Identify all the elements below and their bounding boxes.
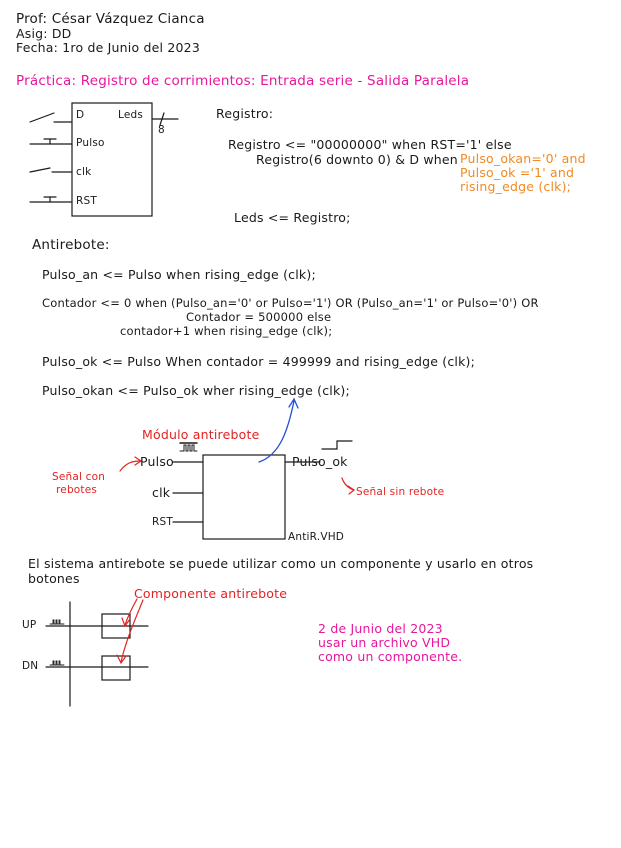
bus-width-label: 8 [158, 124, 165, 136]
contador-line3: contador+1 when rising_edge (clk); [120, 324, 333, 338]
registro-line2: Registro(6 downto 0) & D when [256, 152, 458, 167]
antirebote-title: Antirebote: [32, 237, 110, 253]
contador-line2: Contador = 500000 else [186, 310, 332, 324]
note-input-line2: rebotes [56, 484, 98, 496]
module-in-pulso: Pulso [140, 454, 174, 469]
up-label: UP [22, 619, 37, 631]
registro-line1: Registro <= "00000000" when RST='1' else [228, 137, 512, 152]
registro-cond3: rising_edge (clk); [460, 179, 572, 194]
note-line3: como un componente. [318, 649, 463, 664]
module-in-rst: RST [152, 516, 173, 528]
practica-title: Práctica: Registro de corrimientos: Entrada serie - Salida Paralela [16, 73, 470, 89]
fecha-line: Fecha: 1ro de Junio del 2023 [16, 40, 200, 55]
asig-line: Asig: DD [16, 26, 72, 41]
usage-line2: botones [28, 571, 80, 586]
prof-line: Prof: César Vázquez Cianca [16, 11, 205, 27]
pulso-ok-line: Pulso_ok <= Pulso When contador = 499999 and rising_edge (clk); [42, 354, 476, 369]
usage-line1: El sistema antirebote se puede utilizar como un componente y usarlo en otros [28, 556, 534, 571]
component-label: Componente antirebote [134, 586, 288, 601]
registro-title: Registro: [216, 106, 274, 121]
module-file: AntiR.VHD [288, 531, 345, 543]
note-input-line1: Señal con [52, 471, 106, 483]
module-title: Módulo antirebote [142, 427, 260, 442]
note-line1: 2 de Junio del 2023 [318, 621, 443, 636]
input-d-label: D [76, 109, 85, 121]
registro-cond1: Pulso_okan='0' and [460, 151, 586, 166]
contador-line1: Contador <= 0 when (Pulso_an='0' or Pulso='1') OR (Pulso_an='1' or Pulso='0') OR [42, 296, 539, 310]
input-pulso-label: Pulso [76, 137, 105, 149]
dn-label: DN [22, 660, 39, 672]
note-line2: usar un archivo VHD [318, 635, 451, 650]
note-output: Señal sin rebote [356, 486, 445, 498]
input-rst-label: RST [76, 195, 97, 207]
pulso-an-line: Pulso_an <= Pulso when rising_edge (clk); [42, 267, 316, 282]
pulso-okan-line: Pulso_okan <= Pulso_ok wher rising_edge (clk); [42, 383, 350, 398]
registro-cond2: Pulso_ok ='1' and [460, 165, 575, 180]
input-clk-label: clk [76, 166, 92, 178]
module-out-pulso-ok: Pulso_ok [292, 454, 348, 469]
antirebote-module [203, 455, 285, 539]
module-in-clk: clk [152, 485, 171, 500]
leds-assign: Leds <= Registro; [234, 210, 351, 225]
output-leds-label: Leds [118, 109, 144, 121]
